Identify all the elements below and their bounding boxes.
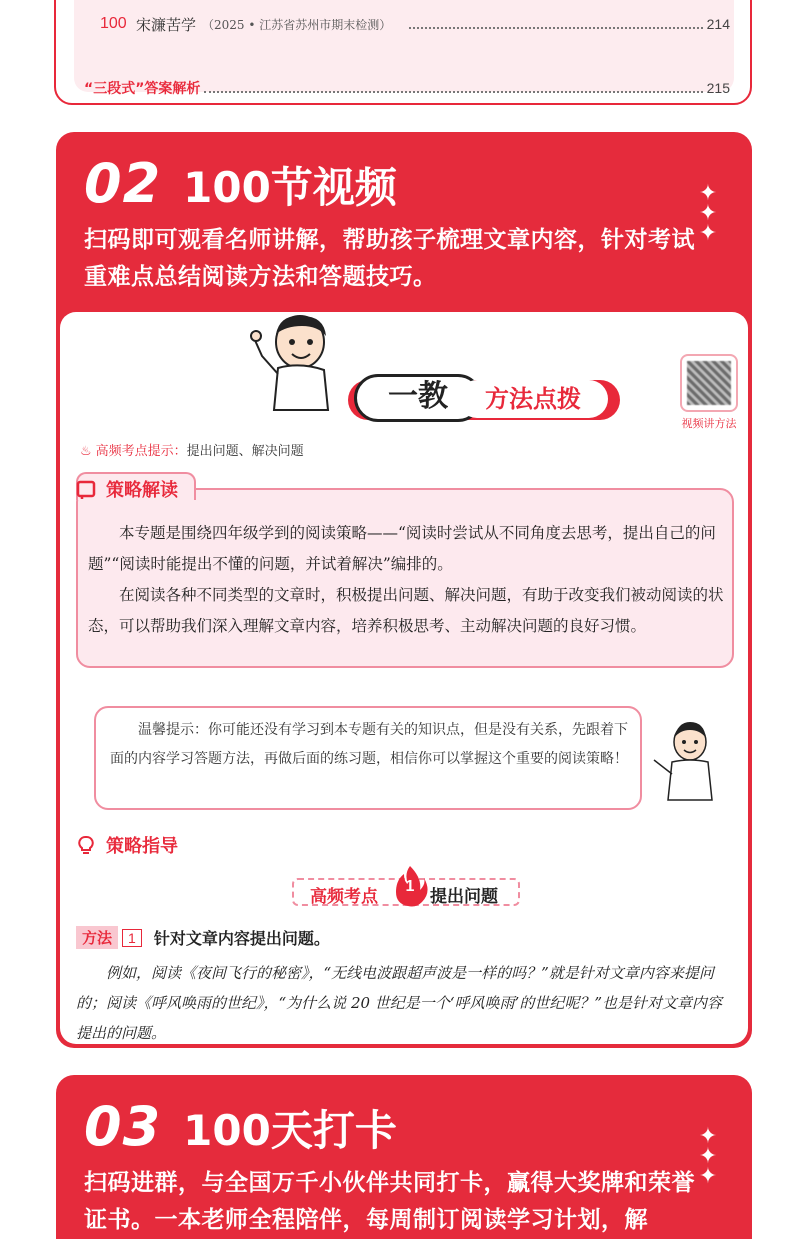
method-row (76, 926, 330, 949)
frequent-point-text: 高频考点 (310, 887, 378, 907)
toc-answer-row[interactable] (84, 76, 730, 100)
frequent-point-number: 1 (405, 878, 415, 895)
section-number: 02 (84, 152, 162, 215)
sparkle-icon: ✦ ✦ ✦ (698, 1124, 718, 1189)
method-text: 针对文章内容提出问题。 (153, 929, 330, 948)
example-text (76, 958, 736, 1044)
section-header (84, 1095, 397, 1158)
strategy-heading (76, 476, 178, 502)
qr-pattern (687, 361, 731, 405)
frequent-point-label (292, 872, 524, 912)
toc-item-page: 214 (706, 16, 730, 32)
toc-item-number: 100 (100, 15, 127, 32)
banner-teach-label: 一教 (354, 374, 482, 422)
frequent-point-topic: 提出问题 (430, 887, 498, 907)
hint-label: 高频考点提示： (95, 444, 187, 459)
section-header (84, 152, 397, 215)
lightbulb-icon (76, 835, 96, 855)
strategy-text (88, 518, 728, 642)
toc-leader-dots (409, 19, 702, 29)
section-description: 扫码即可观看名师讲解，帮助孩子梳理文章内容，针对考试重难点总结阅读方法和答题技巧。 (84, 227, 695, 290)
example-paragraph: 例如，阅读《夜间飞行的秘密》，“无线电波跟超声波是一样的吗？”就是针对文章内容来提问的；阅读《呼风唤雨的世纪》，“为什么说 20 世纪是一个‘呼风唤雨’的世纪呢？”也是针对文章内容提出的问题。 (76, 964, 723, 1042)
toc-item[interactable] (100, 12, 730, 36)
tip-text (110, 716, 634, 774)
method-number: 1 (122, 929, 142, 947)
preview-panel (60, 312, 748, 1044)
section-title: 100节视频 (183, 163, 397, 212)
section-videos (56, 132, 752, 1048)
strategy-paragraph-1: 本专题是围绕四年级学到的阅读策略——“阅读时尝试从不同角度去思考，提出自己的问题”“阅读时能提出不懂的问题，并试着解决”编排的。 (88, 524, 716, 573)
section-checkin (56, 1075, 752, 1239)
method-label: 方法 (76, 926, 118, 949)
banner-method-label: 方法点拨 (458, 380, 608, 418)
section-title: 100天打卡 (183, 1106, 397, 1155)
teach-banner (308, 372, 620, 424)
qr-code[interactable] (680, 354, 738, 412)
book-icon (76, 479, 96, 499)
toc-leader-dots (204, 83, 702, 93)
sparkle-icon: ✦ ✦ ✦ (698, 181, 718, 246)
strategy-paragraph-2: 在阅读各种不同类型的文章时，积极提出问题、解决问题，有助于改变我们被动阅读的状态，可以帮助我们深入理解文章内容，培养积极思考、主动解决问题的良好习惯。 (88, 586, 724, 635)
guide-title: 策略指导 (106, 836, 178, 857)
toc-item-title: 宋濂苦学 (136, 15, 197, 34)
toc-answer-label: “三段式”答案解析 (84, 81, 201, 97)
strategy-title: 策略解读 (106, 480, 178, 501)
teacher-illustration (652, 720, 722, 802)
qr-label: 视频讲方法 (681, 417, 737, 430)
guide-heading (76, 832, 178, 858)
hint-text: 提出问题、解决问题 (186, 444, 304, 459)
flame-icon: ♨ (80, 444, 92, 459)
toc-item-source: （2025 • 江苏省苏州市期末检测） (202, 17, 392, 32)
toc-answer-page: 215 (706, 80, 730, 96)
tip-content: 温馨提示：你可能还没有学习到本专题有关的知识点，但是没有关系，先跟着下面的内容学习答题方法，再做后面的练习题，相信你可以掌握这个重要的阅读策略！ (110, 722, 628, 767)
frequent-point-hint (80, 440, 304, 459)
section-description: 扫码进群，与全国万千小伙伴共同打卡，赢得大奖牌和荣誉证书。一本老师全程陪伴，每周制订阅读学习计划，解 (84, 1170, 695, 1233)
section-number: 03 (84, 1095, 162, 1158)
